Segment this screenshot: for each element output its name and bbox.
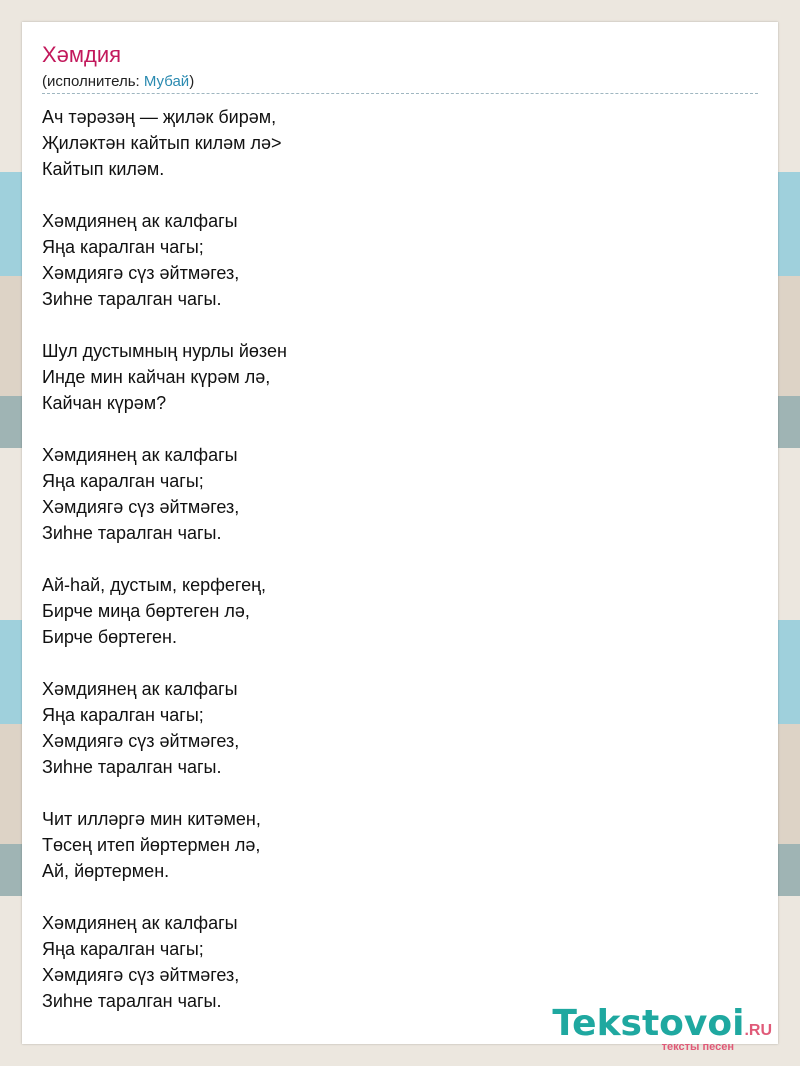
lyrics-card xyxy=(22,22,778,1053)
lyric-line: Зиһне таралган чагы. xyxy=(42,757,222,777)
artist-line xyxy=(42,73,194,90)
lyric-line: Яңа каралган чагы; xyxy=(42,705,204,725)
logo-subtitle: тексты песен xyxy=(661,1041,734,1053)
lyric-line: Зиһне таралган чагы. xyxy=(42,991,222,1011)
lyric-line: Зиһне таралган чагы. xyxy=(42,289,222,309)
stanza-gap xyxy=(42,416,287,442)
stanza-gap xyxy=(42,546,287,572)
stanza-gap xyxy=(42,884,287,910)
lyric-line: Хәмдиягә сүз әйтмәгез, xyxy=(42,965,240,985)
lyric-line: Яңа каралган чагы; xyxy=(42,237,204,257)
lyric-line: Хәмдиянең ак калфагы xyxy=(42,913,238,933)
title-divider xyxy=(42,93,758,94)
lyric-line: Бирче миңа бөртеген лә, xyxy=(42,601,250,621)
stanza-gap xyxy=(42,650,287,676)
stanza-gap xyxy=(42,780,287,806)
logo-word: Tekstovoi xyxy=(552,1003,745,1044)
lyric-line: Кайтып киләм. xyxy=(42,159,165,179)
lyric-line: Кайчан күрәм? xyxy=(42,393,167,413)
lyric-line: Бирче бөртеген. xyxy=(42,627,177,647)
song-title: Хәмдия xyxy=(42,42,122,67)
lyric-line: Шул дустымның нурлы йөзен xyxy=(42,341,287,361)
lyric-line: Яңа каралган чагы; xyxy=(42,939,204,959)
lyric-line: Хәмдиягә сүз әйтмәгез, xyxy=(42,497,240,517)
lyrics-body xyxy=(42,104,287,1014)
lyric-line: Чит илләргә мин китәмен, xyxy=(42,809,261,829)
artist-prefix: (исполнитель: xyxy=(42,73,144,90)
lyric-line: Җиләктән кайтып киләм лә> xyxy=(42,133,282,153)
lyric-line: Төсең итеп йөртермен лә, xyxy=(42,835,261,855)
stanza-gap xyxy=(42,182,287,208)
lyric-line: Инде мин кайчан күрәм лә, xyxy=(42,367,271,387)
lyric-line: Ач тәрәзәң — җиләк бирәм, xyxy=(42,107,277,127)
lyric-line: Хәмдиянең ак калфагы xyxy=(42,211,238,231)
stanza-gap xyxy=(42,312,287,338)
lyric-line: Хәмдиягә сүз әйтмәгез, xyxy=(42,263,240,283)
logo-tld: .RU xyxy=(744,1022,772,1039)
artist-link[interactable]: Мубай xyxy=(143,73,190,90)
lyric-line: Зиһне таралган чагы. xyxy=(42,523,222,543)
artist-suffix: ) xyxy=(189,73,195,90)
lyric-line: Ай, йөртермен. xyxy=(42,861,170,881)
lyric-line: Хәмдиягә сүз әйтмәгез, xyxy=(42,731,240,751)
lyric-line: Хәмдиянең ак калфагы xyxy=(42,445,238,465)
lyric-line: Хәмдиянең ак калфагы xyxy=(42,679,238,699)
site-logo[interactable] xyxy=(552,1003,772,1053)
lyric-line: Ай-һай, дустым, керфегең, xyxy=(42,575,267,595)
lyric-line: Яңа каралган чагы; xyxy=(42,471,204,491)
